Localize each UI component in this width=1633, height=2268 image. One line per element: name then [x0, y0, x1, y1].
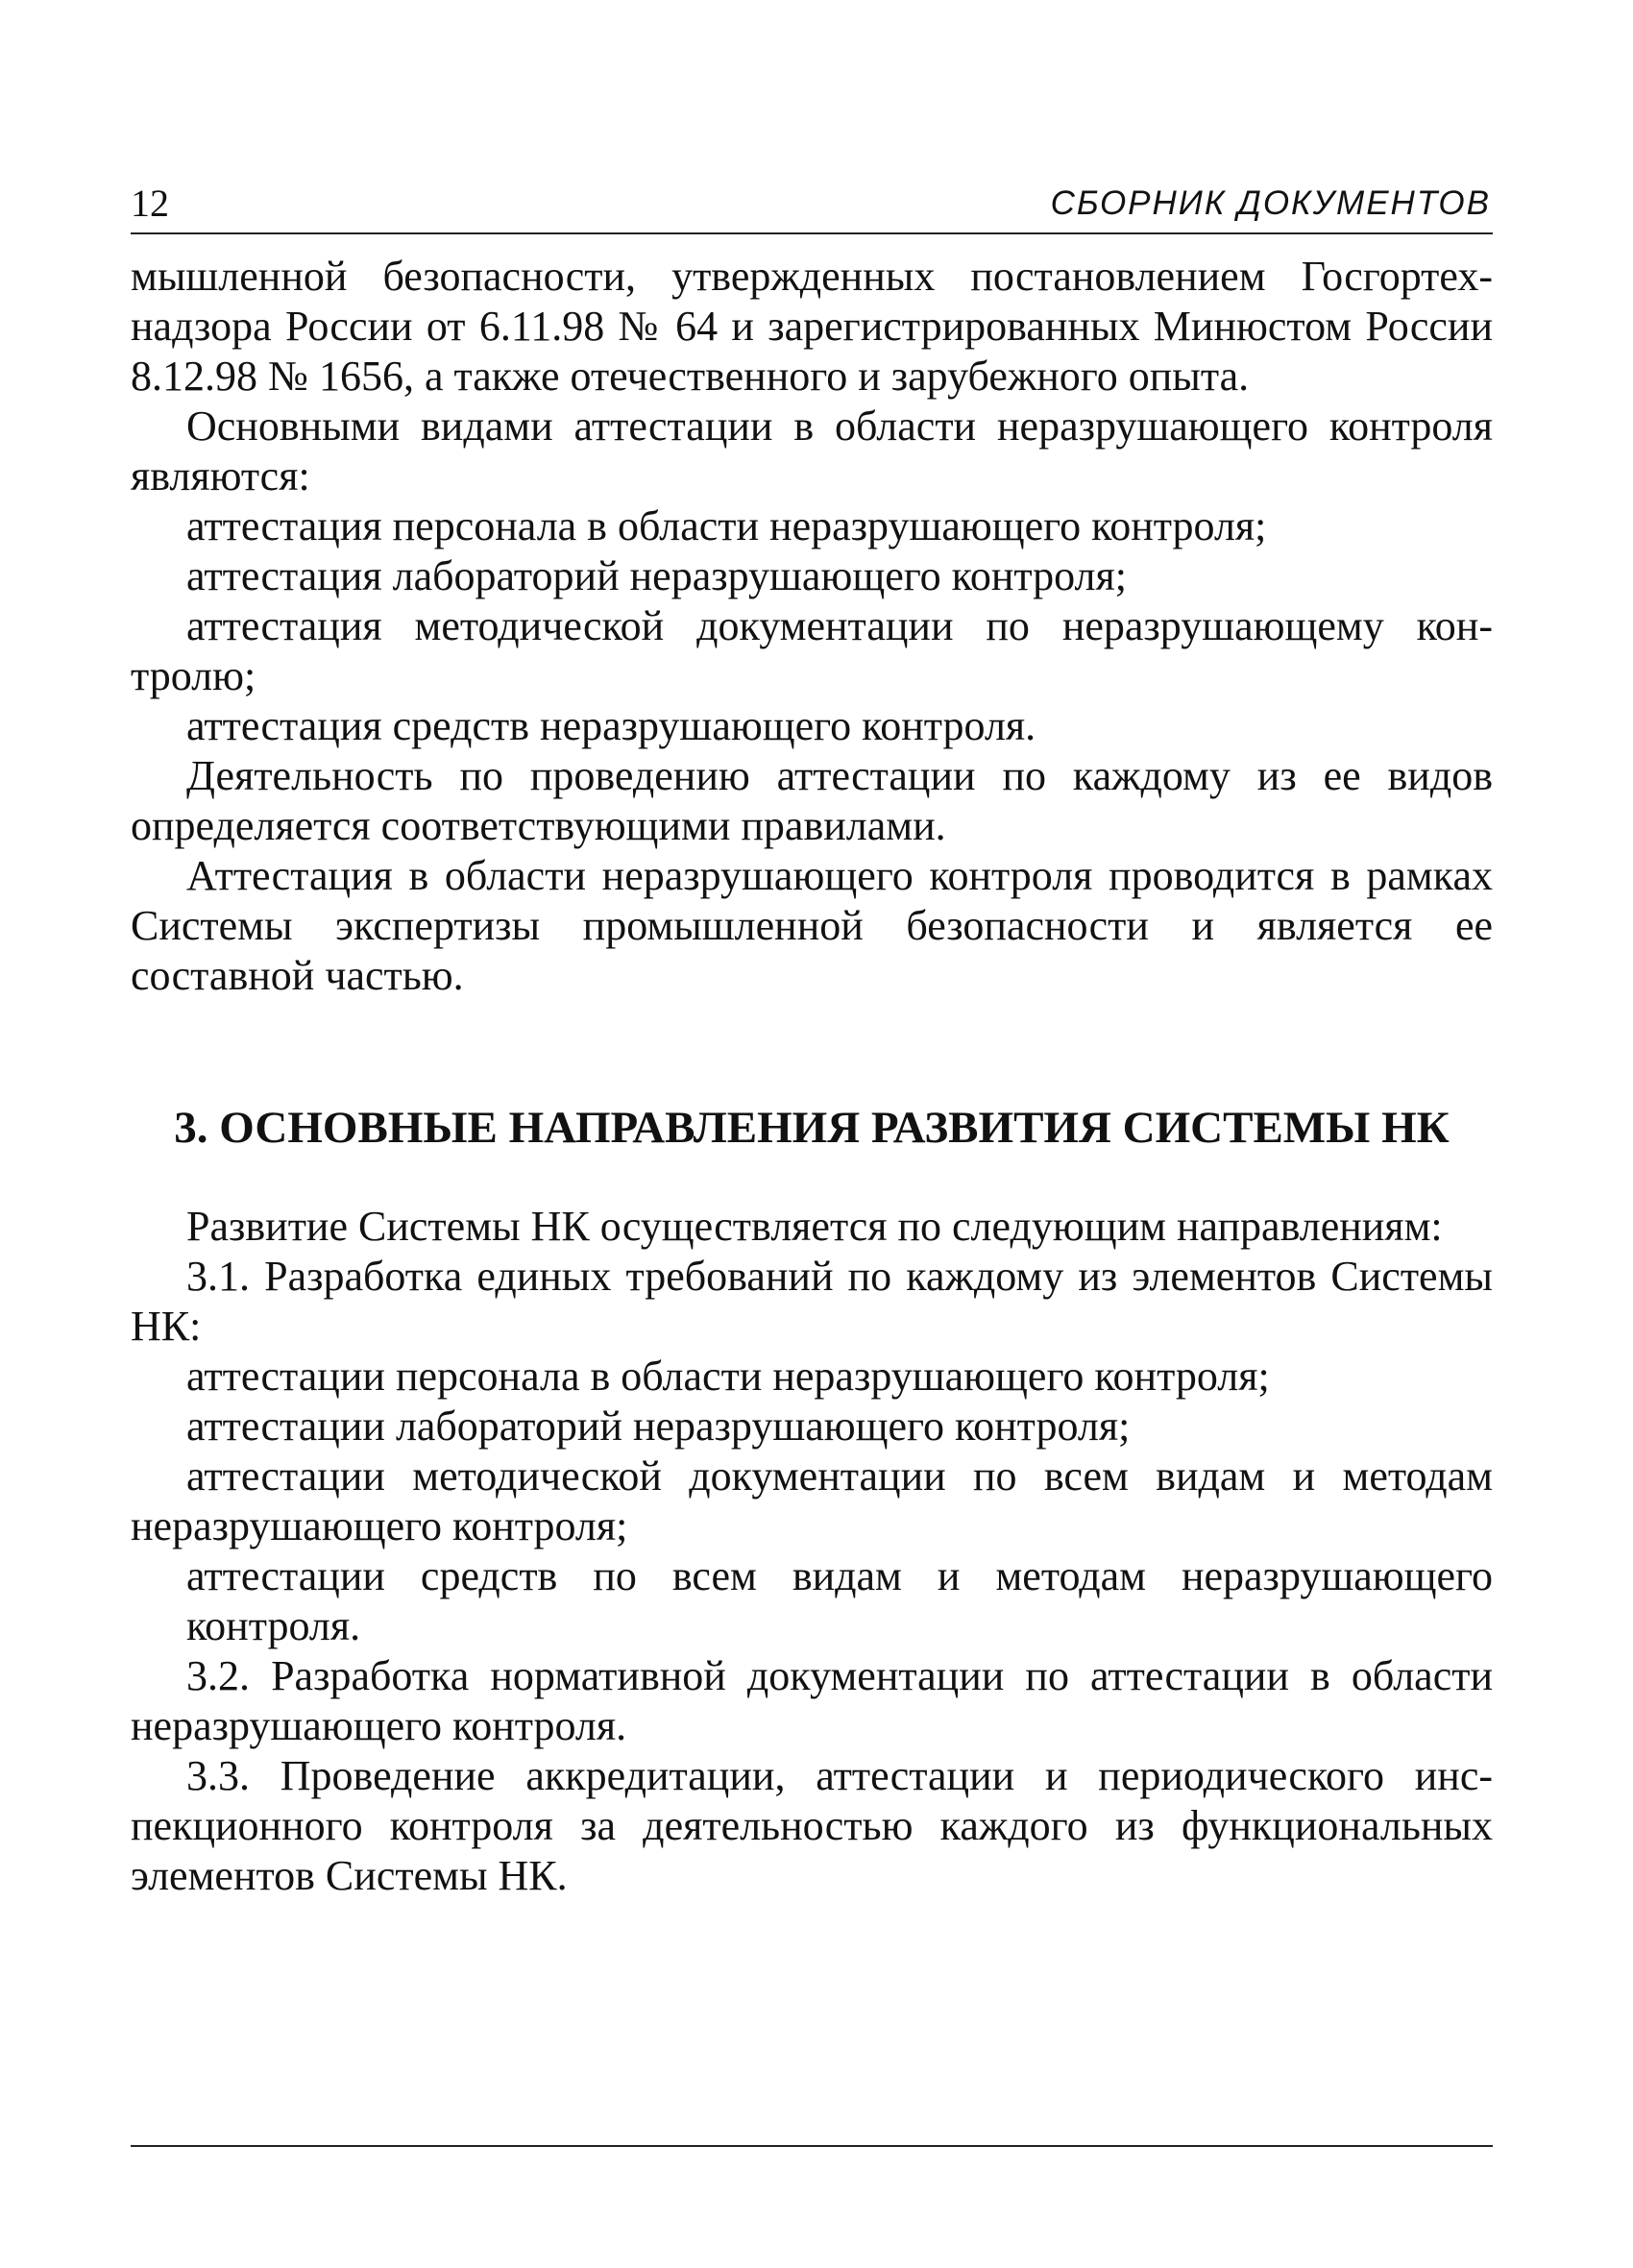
- list-item: аттестации средств по всем видам и методам неразрушающего контроля.: [186, 1552, 1493, 1649]
- numbered-item: 3.3. Проведение аккредитации, аттестации и периодического инспекционного контроля за деятельностью каждого из функциональных элементов Системы НК.: [131, 1752, 1493, 1899]
- list-item: аттестация средств неразрушающего контроля.: [186, 702, 1036, 749]
- section-heading: 3. ОСНОВНЫЕ НАПРАВЛЕНИЯ РАЗВИТИЯ СИСТЕМЫ НК: [174, 1103, 1450, 1153]
- paragraph: Развитие Системы НК осуществляется по следующим направлениям:: [186, 1203, 1443, 1250]
- page-number: 12: [131, 182, 169, 225]
- paragraph: мышленной безопасности, утвержденных постановлением Госгортехнадзора России от 6.11.98 № 64 и зарегистрированных Минюстом России 8.12.98 № 1656, а также отечественного и зарубежного опыта.: [131, 253, 1493, 400]
- list-item: аттестации лабораторий неразрушающего контроля;: [186, 1402, 1131, 1450]
- paragraph: Аттестация в области неразрушающего контроля проводится в рамках Системы экспертизы промышленной безопасности и является ее составной частью.: [131, 852, 1493, 999]
- collection-title: СБОРНИК ДОКУМЕНТОВ: [1050, 184, 1491, 222]
- list-item: аттестации персонала в области неразрушающего контроля;: [186, 1353, 1270, 1400]
- paragraph: Деятельность по проведению аттестации по каждому из ее видов определяется соответствующими правилами.: [131, 752, 1493, 849]
- list-item: аттестация методической документации по неразрушающему контролю;: [131, 602, 1493, 699]
- numbered-item: 3.1. Разработка единых требований по каждому из элементов Системы НК:: [131, 1253, 1493, 1350]
- paragraph: Основными видами аттестации в области неразрушающего контроля являются:: [131, 402, 1493, 500]
- list-item: аттестации методической документации по всем видам и методам неразрушающего контроля;: [131, 1452, 1493, 1549]
- footer-rule: [131, 2145, 1493, 2147]
- list-item: аттестация лабораторий неразрушающего контроля;: [186, 552, 1127, 599]
- page-body: [131, 252, 1493, 1901]
- list-item: аттестация персонала в области неразрушающего контроля;: [186, 502, 1267, 549]
- numbered-item: 3.2. Разработка нормативной документации по аттестации в области неразрушающего контроля.: [131, 1652, 1493, 1749]
- running-header: [131, 179, 1493, 234]
